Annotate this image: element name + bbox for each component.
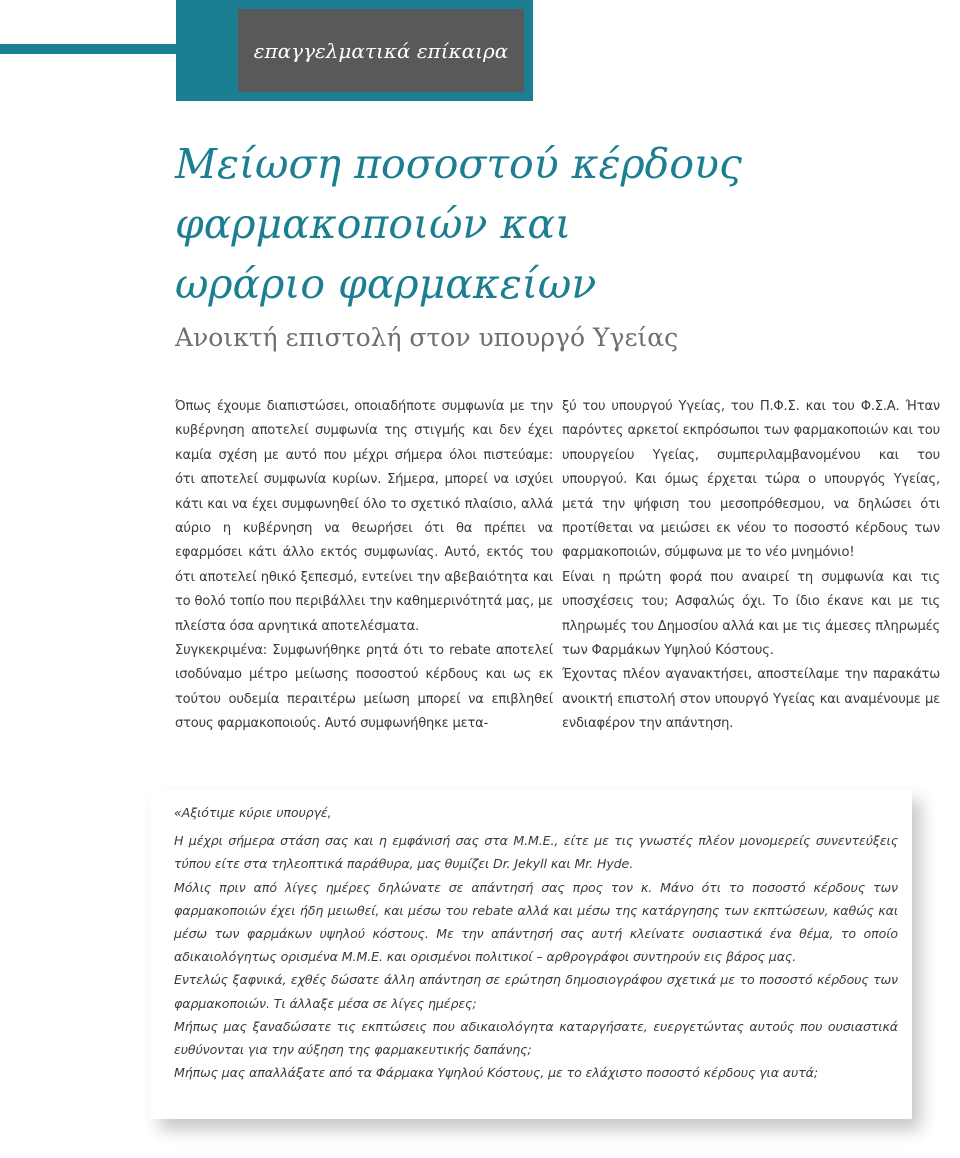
accent-bar [0,44,178,54]
section-label: επαγγελματικά επίκαιρα [238,9,524,92]
article-column-left [175,395,553,737]
article-paragraph: Όπως έχουμε διαπιστώσει, οποιαδήποτε συμφωνία με την κυβέρνηση αποτελεί συμφωνία της στιγμής και δεν έχει καμία σχέση με αυτό που μέχρι σήμερα όλοι πιστεύαμε: ότι αποτελεί συμφωνία κυρίων. Σήμερα, μπορεί να ισχύει κάτι και να έχει συμφωνηθεί όλο το σχετικό πλαίσιο, αλλά αύριο η κυβέρνηση να θεωρήσει ότι θα πρέπει να εφαρμόσει κάτι άλλο εκτός συμφωνίας. Αυτό, εκτός του ότι αποτελεί ηθικό ξεπεσμό, εντείνει την αβεβαιότητα και το θολό τοπίο που περιβάλλει την καθημερινότητά μας, με πλείστα όσα αρνητικά αποτελέσματα. [175,399,553,634]
article-paragraph: Συγκεκριμένα: Συμφωνήθηκε ρητά ότι το rebate αποτελεί ισοδύναμο μέτρο μείωσης ποσοστού κέρδους και ως εκ τούτου ουδεμία περαιτέρω μείωση μπορεί να επιβληθεί στους φαρμακοποιούς. Αυτό συμφωνήθηκε μετα- [175,643,553,732]
article-title-line-2: φαρμακοποιών και [175,200,572,248]
open-letter-text [174,801,898,1084]
article-title-line-1: Μείωση ποσοστού κέρδους [175,140,742,188]
letter-salutation: «Αξιότιμε κύριε υπουργέ, [174,805,332,820]
letter-paragraph: Μήπως μας απαλλάξατε από τα Φάρμακα Υψηλού Κόστους, με το ελάχιστο ποσοστό κέρδους για αυτά; [174,1065,819,1081]
article-title [175,134,895,314]
letter-paragraph: Μόλις πριν από λίγες ημέρες δηλώνατε σε απάντησή σας προς τον κ. Μάνο ότι το ποσοστό κέρδους των φαρμακοποιών έχει ήδη μειωθεί, και μέσω του rebate αλλά και μέσω της κατάργησης των εκπτώσεων, καθώς και μέσω των φαρμάκων υψηλού κόστους. Με την απάντησή σας αυτή κλείνατε ουσιαστικά ένα θέμα, το οποίο αδικαιολόγητως ορισμένα Μ.Μ.Ε. και ορισμένοι πολιτικοί – αρθρογράφοι συντηρούν εις βάρος μας. [174,879,898,965]
article-paragraph: ξύ του υπουργού Υγείας, του Π.Φ.Σ. και του Φ.Σ.Α. Ήταν παρόντες αρκετοί εκπρόσωποι των φαρμακοποιών και του υπουργείου Υγείας, συμπεριλαμβανομένου και του υπουργού. Και όμως έρχεται τώρα ο υπουργός Υγείας, μετά την ψήφιση του μεσοπρόθεσμου, να δηλώσει ότι προτίθεται να μειώσει εκ νέου το ποσοστό κέρδους των φαρμακοποιών, σύμφωνα με το νέο μνημόνιο! [562,399,940,561]
article-title-line-3: ωράριο φαρμακείων [175,260,597,308]
letter-paragraph: Μήπως μας ξαναδώσατε τις εκπτώσεις που αδικαιολόγητα καταργήσατε, ευεργετώντας αυτούς που ουσιαστικά ευθύνονται για την αύξηση της φαρμακευτικής δαπάνης; [174,1018,898,1058]
article-subtitle: Ανοικτή επιστολή στον υπουργό Υγείας [175,323,679,352]
letter-paragraph: Εντελώς ξαφνικά, εχθές δώσατε άλλη απάντηση σε ερώτηση δημοσιογράφου σχετικά με το ποσοστό κέρδους των φαρμακοποιών. Τι άλλαξε μέσα σε λίγες ημέρες; [174,972,898,1011]
open-letter-box [150,789,912,1119]
article-column-right [562,395,940,737]
article-paragraph: Είναι η πρώτη φορά που αναιρεί τη συμφωνία και τις υποσχέσεις του; Ασφαλώς όχι. Το ίδιο έκανε και με τις πληρωμές του Δημοσίου αλλά και με τις άμεσες πληρωμές των Φαρμάκων Υψηλού Κόστους. [562,569,940,659]
letter-paragraph: Η μέχρι σήμερα στάση σας και η εμφάνισή σας στα Μ.Μ.Ε., είτε με τις γνωστές πλέον μονομερείς συνεντεύξεις τύπου είτε στα τηλεοπτικά παράθυρα, μας θυμίζει Dr. Jekyll και Mr. Hyde. [174,833,898,872]
article-paragraph: Έχοντας πλέον αγανακτήσει, αποστείλαμε την παρακάτω ανοικτή επιστολή στον υπουργό Υγείας και αναμένουμε με ενδιαφέρον την απάντηση. [562,667,940,732]
